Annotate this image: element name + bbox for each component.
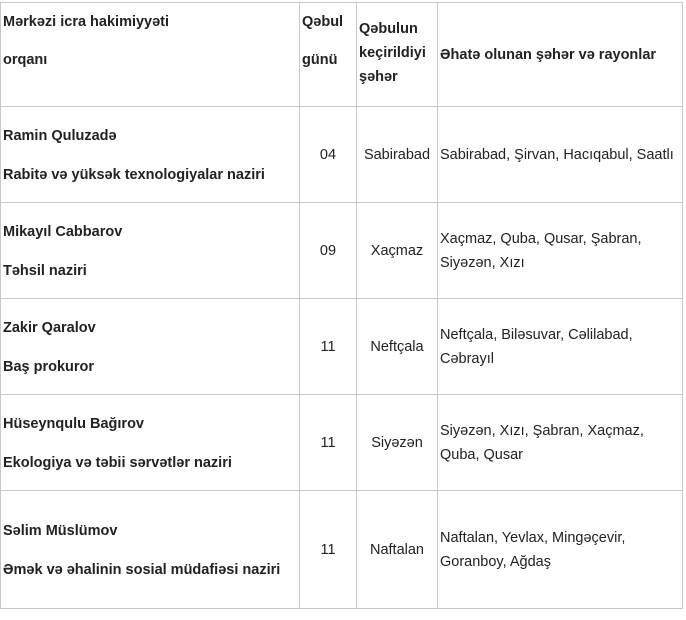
official-title: Baş prokuror [3, 358, 95, 375]
header-city-line2: keçirildiyi [359, 45, 426, 61]
covered-regions: Sabirabad, Şirvan, Hacıqabul, Saatlı [438, 107, 683, 203]
covered-regions: Xaçmaz, Quba, Qusar, Şabran, Siyəzən, Xızı [438, 203, 683, 299]
header-day-line1: Qəbul [302, 14, 344, 30]
header-authority [1, 3, 300, 107]
official-cell [1, 299, 300, 395]
table-row [1, 203, 683, 299]
reception-city: Naftalan [357, 491, 438, 609]
official-cell [1, 395, 300, 491]
reception-day: 04 [300, 107, 357, 203]
header-day [300, 3, 357, 107]
header-regions-label: Əhatə olunan şəhər və rayonlar [440, 46, 657, 63]
header-day-line2: günü [302, 52, 338, 68]
official-name: Ramin Quluzadə [3, 127, 117, 144]
official-title: Təhsil naziri [3, 262, 87, 279]
official-title: Rabitə və yüksək texnologiyalar naziri [3, 166, 265, 183]
official-name: Mikayıl Cabbarov [3, 223, 123, 240]
reception-city: Neftçala [357, 299, 438, 395]
official-cell [1, 203, 300, 299]
official-cell [1, 107, 300, 203]
table-row [1, 491, 683, 609]
reception-day: 11 [300, 491, 357, 609]
header-city [357, 3, 438, 107]
official-name: Hüseynqulu Bağırov [3, 415, 144, 432]
header-authority-line1: Mərkəzi icra hakimiyyəti [3, 14, 170, 30]
reception-city: Sabirabad [357, 107, 438, 203]
header-authority-line2: orqanı [3, 52, 48, 68]
official-title: Ekologiya və təbii sərvətlər naziri [3, 454, 232, 471]
covered-regions: Neftçala, Biləsuvar, Cəlilabad, Cəbrayıl [438, 299, 683, 395]
reception-schedule-table [0, 2, 683, 609]
header-city-line1: Qəbulun [359, 21, 418, 37]
reception-day: 09 [300, 203, 357, 299]
header-city-line3: şəhər [359, 69, 398, 85]
reception-city: Siyəzən [357, 395, 438, 491]
header-row [1, 3, 683, 107]
table-row [1, 395, 683, 491]
table-row [1, 107, 683, 203]
official-name: Zakir Qaralov [3, 319, 96, 336]
official-title: Əmək və əhalinin sosial müdafiəsi naziri [3, 561, 281, 578]
header-regions [438, 3, 683, 107]
table-row [1, 299, 683, 395]
reception-day: 11 [300, 299, 357, 395]
official-cell [1, 491, 300, 609]
reception-city: Xaçmaz [357, 203, 438, 299]
reception-day: 11 [300, 395, 357, 491]
official-name: Səlim Müslümov [3, 522, 118, 539]
covered-regions: Siyəzən, Xızı, Şabran, Xaçmaz, Quba, Qusar [438, 395, 683, 491]
covered-regions: Naftalan, Yevlax, Mingəçevir, Goranboy, Ağdaş [438, 491, 683, 609]
